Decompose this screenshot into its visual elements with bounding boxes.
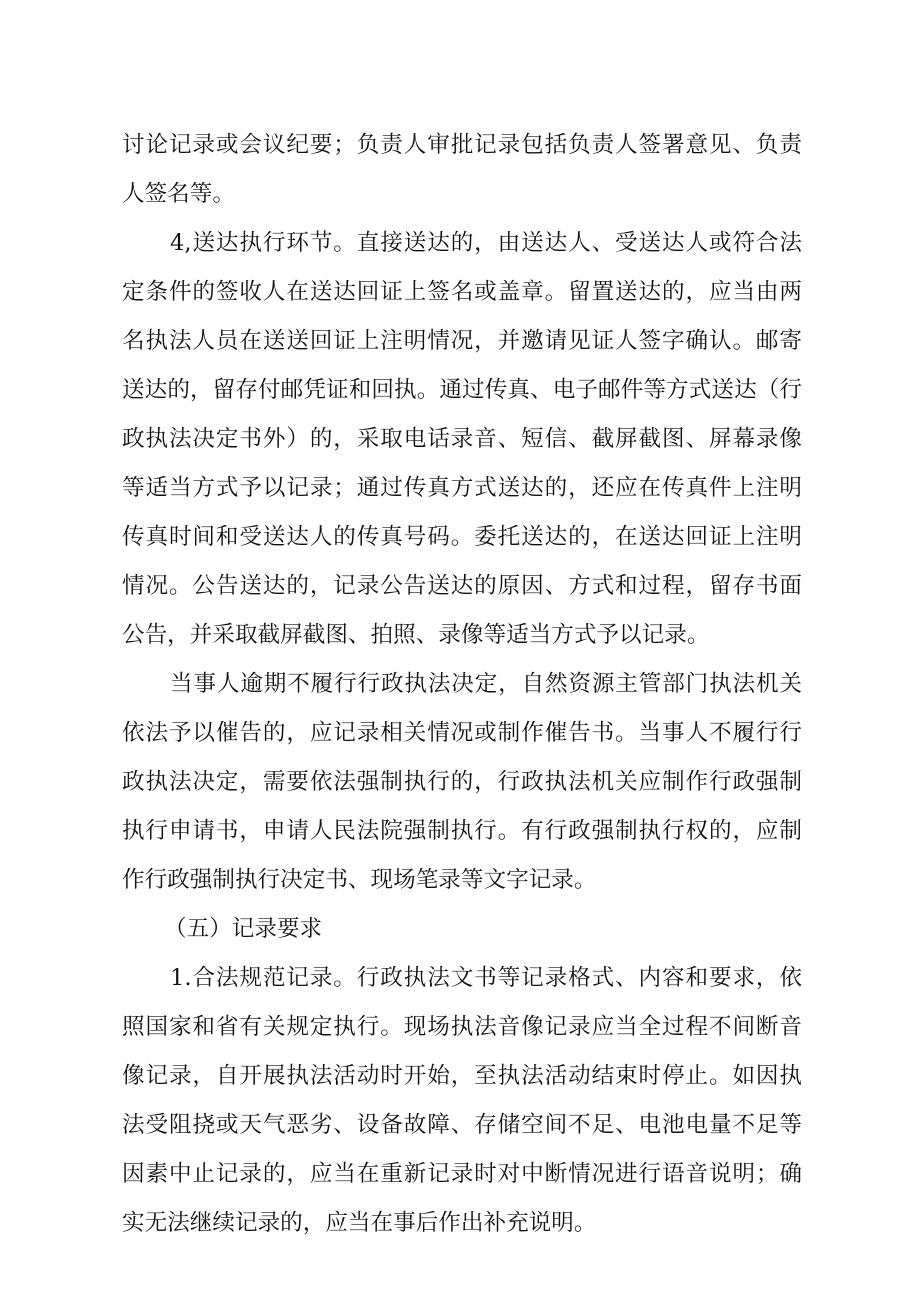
text-line: 传真时间和受送达人的传真号码。委托送达的，在送达回证上注明 bbox=[122, 524, 802, 550]
text-line: 4,送达执行环节。直接送达的，由送达人、受送达人或符合法 bbox=[170, 230, 802, 256]
text-line: 政执法决定书外）的，采取电话录音、短信、截屏截图、屏幕录像 bbox=[122, 426, 802, 452]
text-line: 讨论记录或会议纪要；负责人审批记录包括负责人签署意见、负责 bbox=[122, 132, 802, 158]
text-line: 实无法继续记录的，应当在事后作出补充说明。 bbox=[122, 1210, 597, 1236]
text-line: 法受阻挠或天气恶劣、设备故障、存储空间不足、电池电量不足等 bbox=[122, 1112, 802, 1138]
text-line: 定条件的签收人在送达回证上签名或盖章。留置送达的，应当由两 bbox=[122, 279, 802, 305]
text-line: 情况。公告送达的，记录公告送达的原因、方式和过程，留存书面 bbox=[122, 573, 802, 599]
text-line: 人签名等。 bbox=[122, 181, 235, 207]
text-line: 依法予以催告的，应记录相关情况或制作催告书。当事人不履行行 bbox=[122, 720, 802, 746]
text-line: 名执法人员在送送回证上注明情况，并邀请见证人签字确认。邮寄 bbox=[122, 328, 802, 354]
text-line: 当事人逾期不履行行政执法决定，自然资源主管部门执法机关 bbox=[170, 671, 802, 697]
text-line: 政执法决定，需要依法强制执行的，行政执法机关应制作行政强制 bbox=[122, 769, 802, 795]
text-line: 公告，并采取截屏截图、拍照、录像等适当方式予以记录。 bbox=[122, 622, 710, 648]
text-line: 像记录，自开展执法活动时开始，至执法活动结束时停止。如因执 bbox=[122, 1063, 802, 1089]
section-heading: （五）记录要求 bbox=[164, 916, 323, 942]
text-line: 执行申请书，申请人民法院强制执行。有行政强制执行权的，应制 bbox=[122, 818, 802, 844]
text-line: 1.合法规范记录。行政执法文书等记录格式、内容和要求，依 bbox=[170, 965, 802, 991]
text-line: 等适当方式予以记录；通过传真方式送达的，还应在传真件上注明 bbox=[122, 475, 802, 501]
text-line: 照国家和省有关规定执行。现场执法音像记录应当全过程不间断音 bbox=[122, 1014, 802, 1040]
text-line: 送达的，留存付邮凭证和回执。通过传真、电子邮件等方式送达（行 bbox=[122, 377, 802, 403]
text-line: 作行政强制执行决定书、现场笔录等文字记录。 bbox=[122, 867, 597, 893]
text-line: 因素中止记录的，应当在重新记录时对中断情况进行语音说明；确 bbox=[122, 1161, 802, 1187]
